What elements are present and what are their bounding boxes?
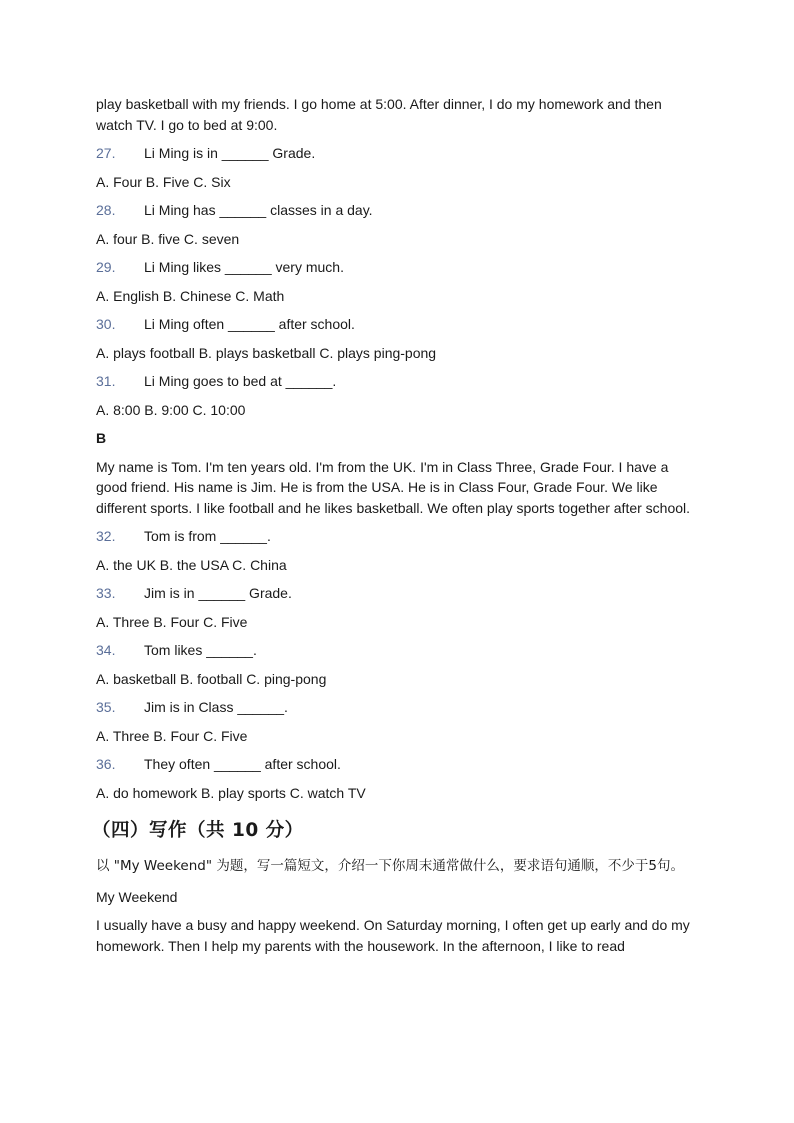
question-options: A. Four B. Five C. Six [96,173,231,190]
question-text: Li Ming is in ______ Grade. [144,145,316,161]
essay-title: My Weekend [96,888,178,905]
question-number: 30. [96,316,116,332]
question-number: 33. [96,585,116,601]
question-row [96,583,698,604]
question-row [96,314,698,335]
question-row [96,257,698,278]
questions-a [96,143,698,420]
writing-section-heading: （四）写作（共 10 分） [92,820,304,841]
passage-b: My name is Tom. I'm ten years old. I'm from the UK. I'm in Class Three, Grade Four. I have a good friend. His name is Jim. He is from the USA. He is in Class Four, Grade Four. We like different sports. I like football and he likes basketball. We often play sports together after school. [96,458,691,516]
question-number: 28. [96,202,116,218]
question-row [96,640,698,661]
question-options: A. Three B. Four C. Five [96,727,248,744]
question-row [96,526,698,547]
question-text: Li Ming has ______ classes in a day. [144,202,373,218]
question-number: 34. [96,642,116,658]
question-number: 36. [96,756,116,772]
question-text: They often ______ after school. [144,756,341,772]
question-row [96,143,698,164]
question-options: A. basketball B. football C. ping-pong [96,670,327,687]
question-text: Jim is in Class ______. [144,699,288,715]
question-options: A. plays football B. plays basketball C. plays ping-pong [96,344,437,361]
question-number: 35. [96,699,116,715]
question-options: A. English B. Chinese C. Math [96,287,285,304]
question-options: A. do homework B. play sports C. watch TV [96,784,366,801]
question-options: A. the UK B. the USA C. China [96,556,287,573]
essay-body: I usually have a busy and happy weekend. On Saturday morning, I often get up early and do my homework. Then I help my parents with the housework. In the afternoon, I like to read [96,917,690,954]
question-row [96,754,698,775]
question-text: Jim is in ______ Grade. [144,585,292,601]
question-number: 32. [96,528,116,544]
question-number: 29. [96,259,116,275]
question-text: Li Ming likes ______ very much. [144,259,344,275]
passage-a-end: play basketball with my friends. I go home at 5:00. After dinner, I do my homework and then watch TV. I go to bed at 9:00. [96,96,662,133]
question-options: A. four B. five C. seven [96,230,240,247]
question-text: Tom is from ______. [144,528,271,544]
section-b-label: B [96,430,107,446]
question-number: 31. [96,373,116,389]
question-row [96,200,698,221]
question-options: A. Three B. Four C. Five [96,613,248,630]
page-content [92,94,698,964]
question-options: A. 8:00 B. 9:00 C. 10:00 [96,401,246,418]
question-row [96,697,698,718]
questions-b [96,526,698,803]
question-text: Li Ming goes to bed at ______. [144,373,337,389]
question-text: Tom likes ______. [144,642,257,658]
question-text: Li Ming often ______ after school. [144,316,355,332]
writing-prompt: 以 "My Weekend" 为题，写一篇短文，介绍一下你周末通常做什么，要求语句通顺，不少于5句。 [96,858,684,874]
question-row [96,371,698,392]
question-number: 27. [96,145,116,161]
